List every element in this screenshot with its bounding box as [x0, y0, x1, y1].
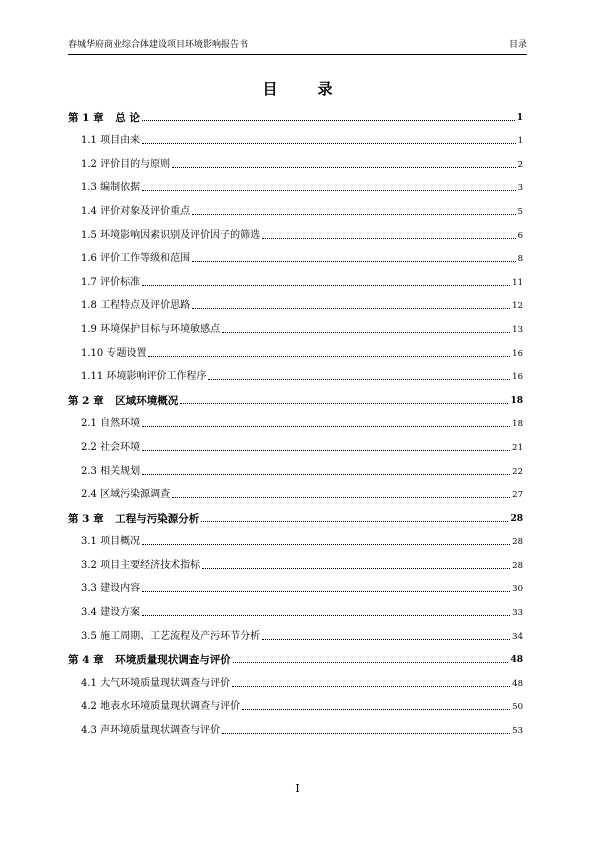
toc-entry-text: 总 论 [115, 111, 140, 124]
toc-dot-leader [202, 568, 510, 569]
toc-entry-number: 1.1 [81, 135, 97, 147]
toc-section-entry[interactable] [68, 713, 523, 737]
toc-title-char-1: 目 [262, 80, 278, 98]
toc-dot-leader [242, 709, 510, 710]
toc-entry-text: 环境影响因素识别及评价因子的筛选 [100, 229, 261, 241]
toc-section-entry[interactable] [68, 619, 523, 643]
toc-dot-leader [142, 426, 510, 427]
toc-entry-label [81, 489, 170, 501]
toc-entry-text: 地表水环境质量现状调查与评价 [100, 701, 241, 713]
toc-entry-label [81, 631, 260, 643]
toc-entry-page: 3 [517, 183, 523, 194]
toc-entry-number: 1.8 [81, 300, 97, 312]
toc-dot-leader [142, 615, 510, 616]
toc-entry-number: 1.11 [81, 371, 104, 383]
toc-dot-leader [142, 544, 510, 545]
toc-entry-number: 1.3 [81, 182, 97, 194]
toc-entry-number: 1.10 [81, 347, 104, 359]
toc-section-entry[interactable] [68, 478, 523, 502]
toc-entry-page: 53 [512, 726, 523, 737]
toc-entry-label [81, 348, 146, 360]
toc-entry-number: 2.3 [81, 465, 97, 477]
toc-entry-text: 大气环境质量现状调查与评价 [100, 677, 231, 689]
toc-entry-page: 22 [512, 466, 523, 477]
toc-entry-page: 30 [512, 584, 523, 595]
toc-entry-page: 11 [512, 277, 523, 288]
toc-entry-label [81, 182, 140, 194]
toc-entry-text: 评价工作等级和范围 [100, 253, 191, 265]
toc-entry-page: 12 [512, 301, 523, 312]
toc-dot-leader [142, 450, 510, 451]
header-section-label: 目录 [508, 40, 527, 50]
toc-entry-number: 第 2 章 [68, 394, 104, 407]
toc-entry-label [68, 513, 199, 525]
toc-section-entry[interactable] [68, 548, 523, 572]
toc-chapter-entry[interactable] [68, 383, 523, 407]
toc-entry-label [68, 654, 231, 666]
toc-dot-leader [192, 261, 515, 262]
toc-dot-leader [192, 214, 515, 215]
toc-entry-page: 16 [512, 372, 523, 383]
toc-entry-page: 6 [517, 230, 523, 241]
toc-section-entry[interactable] [68, 525, 523, 549]
toc-dot-leader [232, 686, 510, 687]
toc-entry-label [81, 371, 206, 383]
toc-section-entry[interactable] [68, 666, 523, 690]
toc-entry-number: 第 1 章 [68, 111, 104, 124]
toc-entry-text: 建设内容 [100, 583, 141, 595]
toc-entry-label [81, 135, 140, 147]
toc-entry-page: 48 [512, 678, 523, 689]
toc-entry-page: 34 [512, 631, 523, 642]
toc-entry-label [81, 324, 220, 336]
toc-entry-label [81, 418, 140, 430]
toc-entry-text: 相关规划 [100, 465, 141, 477]
toc-section-entry[interactable] [68, 360, 523, 384]
toc-entry-number: 3.2 [81, 559, 97, 571]
toc-entry-page: 48 [510, 655, 523, 666]
toc-entry-page: 27 [512, 490, 523, 501]
toc-dot-leader [142, 190, 515, 191]
toc-dot-leader [172, 497, 510, 498]
toc-entry-number: 1.6 [81, 253, 97, 265]
table-of-contents [68, 100, 523, 737]
toc-entry-text: 工程特点及评价思路 [100, 300, 191, 312]
toc-dot-leader [262, 238, 515, 239]
toc-entry-label [81, 442, 140, 454]
toc-dot-leader [172, 167, 515, 168]
toc-entry-number: 1.7 [81, 276, 97, 288]
header-document-title: 春城华府商业综合体建设项目环境影响报告书 [68, 40, 249, 50]
toc-chapter-entry[interactable] [68, 643, 523, 667]
toc-section-entry[interactable] [68, 430, 523, 454]
toc-entry-text: 评价标准 [100, 276, 141, 288]
toc-entry-label [81, 536, 140, 548]
toc-entry-page: 28 [512, 537, 523, 548]
toc-section-entry[interactable] [68, 218, 523, 242]
page-header [68, 38, 527, 55]
toc-entry-page: 18 [512, 419, 523, 430]
toc-entry-text: 编制依据 [100, 182, 141, 194]
toc-section-entry[interactable] [68, 242, 523, 266]
toc-chapter-entry[interactable] [68, 501, 523, 525]
toc-entry-number: 2.1 [81, 418, 97, 430]
toc-entry-text: 环境保护目标与环境敏感点 [100, 323, 221, 335]
toc-entry-page: 8 [517, 254, 523, 265]
toc-title-char-2: 录 [317, 80, 333, 98]
toc-title [0, 78, 595, 99]
toc-entry-text: 项目概况 [100, 536, 141, 548]
toc-entry-number: 4.2 [81, 701, 97, 713]
toc-dot-leader [262, 639, 510, 640]
toc-entry-page: 5 [517, 206, 523, 217]
toc-entry-number: 3.3 [81, 583, 97, 595]
toc-section-entry[interactable] [68, 171, 523, 195]
toc-dot-leader [142, 120, 515, 121]
toc-section-entry[interactable] [68, 595, 523, 619]
toc-entry-label [81, 300, 190, 312]
toc-section-entry[interactable] [68, 265, 523, 289]
page-number: I [295, 782, 300, 795]
toc-section-entry[interactable] [68, 336, 523, 360]
toc-entry-number: 1.9 [81, 323, 97, 335]
toc-entry-text: 建设方案 [100, 607, 141, 619]
toc-entry-number: 1.4 [81, 205, 97, 217]
toc-entry-number: 3.4 [81, 607, 97, 619]
toc-dot-leader [208, 379, 510, 380]
toc-dot-leader [222, 332, 510, 333]
toc-entry-page: 1 [516, 112, 523, 123]
toc-dot-leader [201, 521, 508, 522]
toc-section-entry[interactable] [68, 124, 523, 148]
toc-entry-number: 4.1 [81, 677, 97, 689]
toc-entry-page: 28 [512, 560, 523, 571]
toc-entry-label [81, 725, 220, 737]
toc-entry-label [81, 560, 200, 572]
toc-entry-label [81, 230, 260, 242]
toc-entry-number: 4.3 [81, 725, 97, 737]
toc-dot-leader [192, 308, 510, 309]
toc-entry-label [81, 678, 230, 690]
toc-entry-text: 专题设置 [106, 347, 147, 359]
toc-entry-label [81, 701, 240, 713]
toc-entry-number: 2.2 [81, 441, 97, 453]
toc-entry-text: 区域环境概况 [115, 394, 179, 407]
toc-entry-page: 1 [517, 136, 523, 147]
toc-entry-page: 18 [510, 395, 523, 406]
toc-entry-number: 第 4 章 [68, 654, 104, 667]
toc-entry-number: 2.4 [81, 489, 97, 501]
toc-entry-text: 区域污染源调查 [100, 489, 171, 501]
toc-section-entry[interactable] [68, 194, 523, 218]
toc-dot-leader [233, 662, 509, 663]
toc-entry-page: 21 [512, 442, 523, 453]
toc-entry-page: 16 [512, 348, 523, 359]
toc-chapter-entry[interactable] [68, 100, 523, 124]
toc-entry-label [81, 466, 140, 478]
toc-entry-label [68, 112, 140, 124]
toc-entry-text: 环境影响评价工作程序 [106, 371, 207, 383]
toc-entry-number: 1.2 [81, 158, 97, 170]
toc-entry-number: 3.5 [81, 630, 97, 642]
toc-entry-label [68, 395, 178, 407]
toc-entry-text: 工程与污染源分析 [115, 512, 200, 525]
toc-entry-number: 第 3 章 [68, 512, 104, 525]
toc-entry-text: 评价目的与原则 [100, 158, 171, 170]
toc-entry-text: 项目由来 [100, 135, 141, 147]
toc-entry-label [81, 583, 140, 595]
toc-dot-leader [142, 591, 510, 592]
toc-dot-leader [142, 143, 515, 144]
toc-entry-number: 3.1 [81, 536, 97, 548]
toc-entry-text: 社会环境 [100, 441, 141, 453]
toc-dot-leader [142, 474, 510, 475]
toc-entry-label [81, 607, 140, 619]
toc-entry-text: 声环境质量现状调查与评价 [100, 725, 221, 737]
toc-entry-page: 33 [512, 608, 523, 619]
toc-entry-page: 13 [512, 324, 523, 335]
toc-entry-number: 1.5 [81, 229, 97, 241]
toc-section-entry[interactable] [68, 289, 523, 313]
toc-dot-leader [142, 285, 510, 286]
toc-entry-text: 环境质量现状调查与评价 [115, 654, 231, 667]
toc-dot-leader [222, 733, 510, 734]
toc-entry-label [81, 253, 190, 265]
toc-section-entry[interactable] [68, 407, 523, 431]
toc-entry-label [81, 159, 170, 171]
toc-section-entry[interactable] [68, 312, 523, 336]
toc-dot-leader [148, 356, 510, 357]
toc-entry-label [81, 206, 190, 218]
toc-entry-text: 项目主要经济技术指标 [100, 559, 201, 571]
toc-section-entry[interactable] [68, 147, 523, 171]
toc-entry-text: 自然环境 [100, 418, 141, 430]
toc-entry-page: 28 [510, 513, 523, 524]
toc-section-entry[interactable] [68, 572, 523, 596]
toc-entry-page: 2 [517, 159, 523, 170]
toc-entry-label [81, 277, 140, 289]
toc-dot-leader [180, 403, 508, 404]
toc-section-entry[interactable] [68, 690, 523, 714]
toc-entry-text: 施工周期、工艺流程及产污环节分析 [100, 630, 261, 642]
toc-section-entry[interactable] [68, 454, 523, 478]
toc-entry-text: 评价对象及评价重点 [100, 205, 191, 217]
toc-entry-page: 50 [512, 702, 523, 713]
